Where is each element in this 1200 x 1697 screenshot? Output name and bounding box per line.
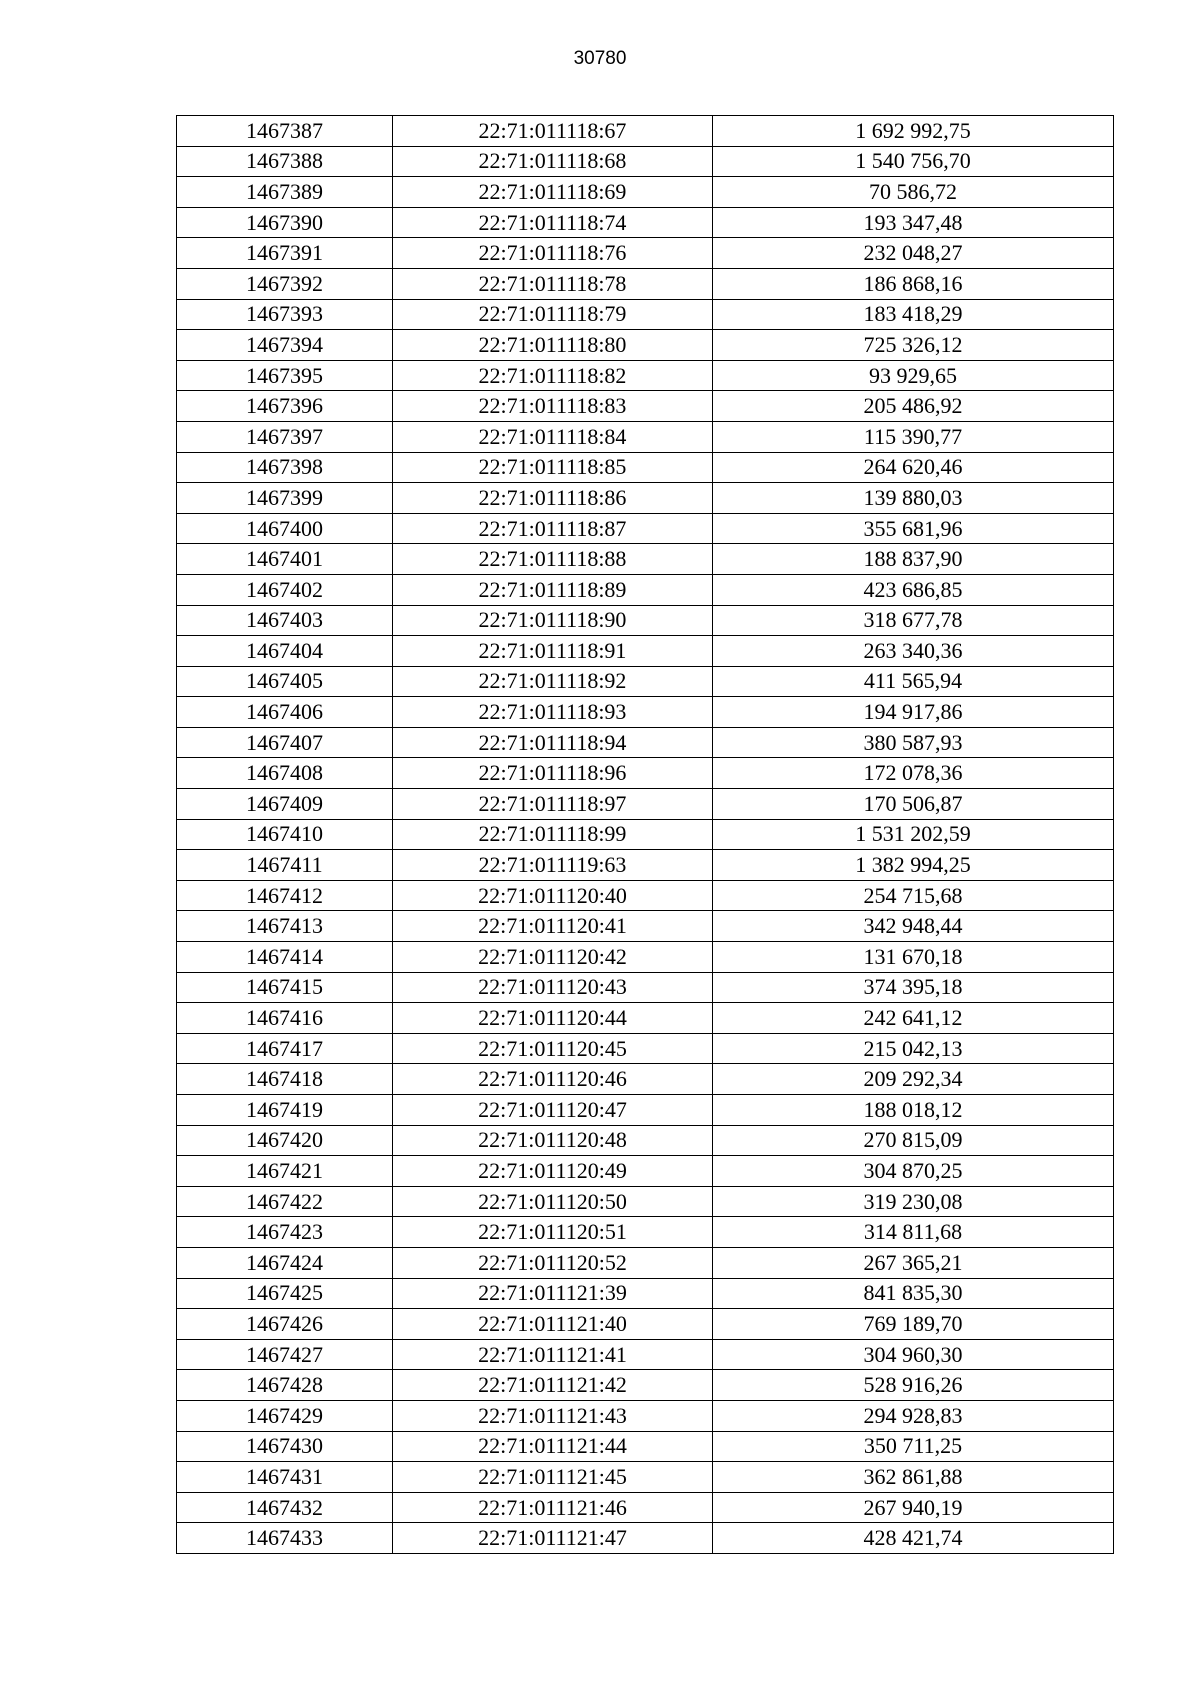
value-cell: 319 230,08 bbox=[713, 1186, 1114, 1217]
row-id-cell: 1467417 bbox=[177, 1033, 393, 1064]
table-row bbox=[177, 544, 1114, 575]
row-id-cell: 1467419 bbox=[177, 1095, 393, 1126]
cadastral-number-cell: 22:71:011118:74 bbox=[393, 207, 713, 238]
cadastral-number-cell: 22:71:011118:83 bbox=[393, 391, 713, 422]
row-id-cell: 1467397 bbox=[177, 421, 393, 452]
row-id-cell: 1467391 bbox=[177, 238, 393, 269]
value-cell: 1 692 992,75 bbox=[713, 116, 1114, 147]
row-id-cell: 1467424 bbox=[177, 1247, 393, 1278]
table-row bbox=[177, 177, 1114, 208]
cadastral-number-cell: 22:71:011118:87 bbox=[393, 513, 713, 544]
row-id-cell: 1467393 bbox=[177, 299, 393, 330]
row-id-cell: 1467430 bbox=[177, 1431, 393, 1462]
cadastral-number-cell: 22:71:011120:43 bbox=[393, 972, 713, 1003]
row-id-cell: 1467428 bbox=[177, 1370, 393, 1401]
value-cell: 304 870,25 bbox=[713, 1156, 1114, 1187]
table-row bbox=[177, 299, 1114, 330]
table-row bbox=[177, 1156, 1114, 1187]
value-cell: 131 670,18 bbox=[713, 942, 1114, 973]
value-cell: 1 531 202,59 bbox=[713, 819, 1114, 850]
table-row bbox=[177, 880, 1114, 911]
value-cell: 411 565,94 bbox=[713, 666, 1114, 697]
row-id-cell: 1467407 bbox=[177, 727, 393, 758]
value-cell: 314 811,68 bbox=[713, 1217, 1114, 1248]
cadastral-number-cell: 22:71:011118:88 bbox=[393, 544, 713, 575]
table-row bbox=[177, 605, 1114, 636]
value-cell: 267 365,21 bbox=[713, 1247, 1114, 1278]
value-cell: 342 948,44 bbox=[713, 911, 1114, 942]
cadastral-number-cell: 22:71:011118:69 bbox=[393, 177, 713, 208]
table-row bbox=[177, 1217, 1114, 1248]
cadastral-number-cell: 22:71:011118:94 bbox=[393, 727, 713, 758]
value-cell: 70 586,72 bbox=[713, 177, 1114, 208]
table-row bbox=[177, 238, 1114, 269]
row-id-cell: 1467405 bbox=[177, 666, 393, 697]
value-cell: 428 421,74 bbox=[713, 1523, 1114, 1554]
row-id-cell: 1467396 bbox=[177, 391, 393, 422]
cadastral-number-cell: 22:71:011118:99 bbox=[393, 819, 713, 850]
value-cell: 355 681,96 bbox=[713, 513, 1114, 544]
cadastral-number-cell: 22:71:011118:97 bbox=[393, 789, 713, 820]
cadastral-number-cell: 22:71:011120:49 bbox=[393, 1156, 713, 1187]
cadastral-number-cell: 22:71:011118:96 bbox=[393, 758, 713, 789]
row-id-cell: 1467406 bbox=[177, 697, 393, 728]
row-id-cell: 1467388 bbox=[177, 146, 393, 177]
cadastral-number-cell: 22:71:011118:89 bbox=[393, 574, 713, 605]
table-row bbox=[177, 116, 1114, 147]
value-cell: 725 326,12 bbox=[713, 330, 1114, 361]
row-id-cell: 1467416 bbox=[177, 1003, 393, 1034]
cadastral-number-cell: 22:71:011121:47 bbox=[393, 1523, 713, 1554]
row-id-cell: 1467394 bbox=[177, 330, 393, 361]
cadastral-number-cell: 22:71:011121:45 bbox=[393, 1462, 713, 1493]
value-cell: 267 940,19 bbox=[713, 1492, 1114, 1523]
table-row bbox=[177, 1064, 1114, 1095]
cadastral-number-cell: 22:71:011118:91 bbox=[393, 636, 713, 667]
row-id-cell: 1467409 bbox=[177, 789, 393, 820]
table-row bbox=[177, 483, 1114, 514]
cadastral-number-cell: 22:71:011121:46 bbox=[393, 1492, 713, 1523]
table-row bbox=[177, 574, 1114, 605]
row-id-cell: 1467410 bbox=[177, 819, 393, 850]
row-id-cell: 1467395 bbox=[177, 360, 393, 391]
value-cell: 188 018,12 bbox=[713, 1095, 1114, 1126]
table-row bbox=[177, 207, 1114, 238]
row-id-cell: 1467431 bbox=[177, 1462, 393, 1493]
value-cell: 215 042,13 bbox=[713, 1033, 1114, 1064]
value-cell: 209 292,34 bbox=[713, 1064, 1114, 1095]
cadastral-number-cell: 22:71:011121:42 bbox=[393, 1370, 713, 1401]
value-cell: 205 486,92 bbox=[713, 391, 1114, 422]
table-body bbox=[177, 116, 1114, 1554]
table-row bbox=[177, 1309, 1114, 1340]
data-table bbox=[176, 115, 1114, 1554]
cadastral-number-cell: 22:71:011120:40 bbox=[393, 880, 713, 911]
value-cell: 186 868,16 bbox=[713, 268, 1114, 299]
cadastral-number-cell: 22:71:011119:63 bbox=[393, 850, 713, 881]
table-row bbox=[177, 1247, 1114, 1278]
table-row bbox=[177, 1003, 1114, 1034]
table-row bbox=[177, 850, 1114, 881]
row-id-cell: 1467422 bbox=[177, 1186, 393, 1217]
value-cell: 242 641,12 bbox=[713, 1003, 1114, 1034]
cadastral-number-cell: 22:71:011118:82 bbox=[393, 360, 713, 391]
cadastral-number-cell: 22:71:011121:40 bbox=[393, 1309, 713, 1340]
cadastral-number-cell: 22:71:011120:46 bbox=[393, 1064, 713, 1095]
row-id-cell: 1467390 bbox=[177, 207, 393, 238]
table-row bbox=[177, 758, 1114, 789]
row-id-cell: 1467400 bbox=[177, 513, 393, 544]
row-id-cell: 1467403 bbox=[177, 605, 393, 636]
table-row bbox=[177, 972, 1114, 1003]
row-id-cell: 1467433 bbox=[177, 1523, 393, 1554]
table-row bbox=[177, 391, 1114, 422]
value-cell: 232 048,27 bbox=[713, 238, 1114, 269]
cadastral-number-cell: 22:71:011120:42 bbox=[393, 942, 713, 973]
value-cell: 193 347,48 bbox=[713, 207, 1114, 238]
row-id-cell: 1467421 bbox=[177, 1156, 393, 1187]
value-cell: 374 395,18 bbox=[713, 972, 1114, 1003]
value-cell: 841 835,30 bbox=[713, 1278, 1114, 1309]
value-cell: 304 960,30 bbox=[713, 1339, 1114, 1370]
cadastral-number-cell: 22:71:011118:84 bbox=[393, 421, 713, 452]
row-id-cell: 1467411 bbox=[177, 850, 393, 881]
cadastral-number-cell: 22:71:011120:44 bbox=[393, 1003, 713, 1034]
value-cell: 318 677,78 bbox=[713, 605, 1114, 636]
value-cell: 1 540 756,70 bbox=[713, 146, 1114, 177]
table-row bbox=[177, 330, 1114, 361]
row-id-cell: 1467392 bbox=[177, 268, 393, 299]
cadastral-number-cell: 22:71:011118:76 bbox=[393, 238, 713, 269]
row-id-cell: 1467418 bbox=[177, 1064, 393, 1095]
value-cell: 263 340,36 bbox=[713, 636, 1114, 667]
table-row bbox=[177, 911, 1114, 942]
cadastral-number-cell: 22:71:011118:68 bbox=[393, 146, 713, 177]
row-id-cell: 1467413 bbox=[177, 911, 393, 942]
value-cell: 294 928,83 bbox=[713, 1400, 1114, 1431]
cadastral-number-cell: 22:71:011121:39 bbox=[393, 1278, 713, 1309]
row-id-cell: 1467426 bbox=[177, 1309, 393, 1340]
table-row bbox=[177, 697, 1114, 728]
row-id-cell: 1467425 bbox=[177, 1278, 393, 1309]
table-row bbox=[177, 636, 1114, 667]
table-row bbox=[177, 1370, 1114, 1401]
value-cell: 115 390,77 bbox=[713, 421, 1114, 452]
row-id-cell: 1467401 bbox=[177, 544, 393, 575]
row-id-cell: 1467399 bbox=[177, 483, 393, 514]
cadastral-number-cell: 22:71:011118:92 bbox=[393, 666, 713, 697]
value-cell: 93 929,65 bbox=[713, 360, 1114, 391]
cadastral-number-cell: 22:71:011120:41 bbox=[393, 911, 713, 942]
cadastral-number-cell: 22:71:011121:43 bbox=[393, 1400, 713, 1431]
value-cell: 139 880,03 bbox=[713, 483, 1114, 514]
table-row bbox=[177, 1125, 1114, 1156]
value-cell: 183 418,29 bbox=[713, 299, 1114, 330]
cadastral-number-cell: 22:71:011120:47 bbox=[393, 1095, 713, 1126]
table-row bbox=[177, 452, 1114, 483]
row-id-cell: 1467429 bbox=[177, 1400, 393, 1431]
row-id-cell: 1467412 bbox=[177, 880, 393, 911]
cadastral-number-cell: 22:71:011118:90 bbox=[393, 605, 713, 636]
table-row bbox=[177, 1278, 1114, 1309]
value-cell: 264 620,46 bbox=[713, 452, 1114, 483]
row-id-cell: 1467420 bbox=[177, 1125, 393, 1156]
table-row bbox=[177, 819, 1114, 850]
table-row bbox=[177, 1462, 1114, 1493]
table-row bbox=[177, 146, 1114, 177]
row-id-cell: 1467398 bbox=[177, 452, 393, 483]
cadastral-number-cell: 22:71:011120:51 bbox=[393, 1217, 713, 1248]
value-cell: 254 715,68 bbox=[713, 880, 1114, 911]
table-row bbox=[177, 1033, 1114, 1064]
row-id-cell: 1467423 bbox=[177, 1217, 393, 1248]
row-id-cell: 1467408 bbox=[177, 758, 393, 789]
value-cell: 769 189,70 bbox=[713, 1309, 1114, 1340]
value-cell: 1 382 994,25 bbox=[713, 850, 1114, 881]
value-cell: 194 917,86 bbox=[713, 697, 1114, 728]
cadastral-number-cell: 22:71:011118:93 bbox=[393, 697, 713, 728]
cadastral-number-cell: 22:71:011118:80 bbox=[393, 330, 713, 361]
row-id-cell: 1467427 bbox=[177, 1339, 393, 1370]
table-row bbox=[177, 360, 1114, 391]
row-id-cell: 1467387 bbox=[177, 116, 393, 147]
value-cell: 380 587,93 bbox=[713, 727, 1114, 758]
cadastral-number-cell: 22:71:011120:50 bbox=[393, 1186, 713, 1217]
table-row bbox=[177, 666, 1114, 697]
cadastral-number-cell: 22:71:011118:78 bbox=[393, 268, 713, 299]
cadastral-number-cell: 22:71:011121:44 bbox=[393, 1431, 713, 1462]
table-row bbox=[177, 513, 1114, 544]
value-cell: 350 711,25 bbox=[713, 1431, 1114, 1462]
value-cell: 172 078,36 bbox=[713, 758, 1114, 789]
cadastral-number-cell: 22:71:011121:41 bbox=[393, 1339, 713, 1370]
cadastral-number-cell: 22:71:011120:48 bbox=[393, 1125, 713, 1156]
cadastral-number-cell: 22:71:011120:45 bbox=[393, 1033, 713, 1064]
value-cell: 423 686,85 bbox=[713, 574, 1114, 605]
table-row bbox=[177, 1523, 1114, 1554]
value-cell: 528 916,26 bbox=[713, 1370, 1114, 1401]
row-id-cell: 1467402 bbox=[177, 574, 393, 605]
row-id-cell: 1467404 bbox=[177, 636, 393, 667]
value-cell: 188 837,90 bbox=[713, 544, 1114, 575]
table-row bbox=[177, 1186, 1114, 1217]
cadastral-number-cell: 22:71:011120:52 bbox=[393, 1247, 713, 1278]
table-row bbox=[177, 268, 1114, 299]
page-number: 30780 bbox=[573, 48, 627, 69]
table-row bbox=[177, 1095, 1114, 1126]
table-row bbox=[177, 1400, 1114, 1431]
table-row bbox=[177, 421, 1114, 452]
cadastral-number-cell: 22:71:011118:79 bbox=[393, 299, 713, 330]
cadastral-number-cell: 22:71:011118:67 bbox=[393, 116, 713, 147]
row-id-cell: 1467415 bbox=[177, 972, 393, 1003]
row-id-cell: 1467432 bbox=[177, 1492, 393, 1523]
cadastral-number-cell: 22:71:011118:85 bbox=[393, 452, 713, 483]
table-row bbox=[177, 789, 1114, 820]
row-id-cell: 1467414 bbox=[177, 942, 393, 973]
value-cell: 270 815,09 bbox=[713, 1125, 1114, 1156]
table-row bbox=[177, 1492, 1114, 1523]
value-cell: 362 861,88 bbox=[713, 1462, 1114, 1493]
table-row bbox=[177, 1431, 1114, 1462]
value-cell: 170 506,87 bbox=[713, 789, 1114, 820]
cadastral-number-cell: 22:71:011118:86 bbox=[393, 483, 713, 514]
row-id-cell: 1467389 bbox=[177, 177, 393, 208]
table-row bbox=[177, 727, 1114, 758]
table-row bbox=[177, 942, 1114, 973]
table-row bbox=[177, 1339, 1114, 1370]
